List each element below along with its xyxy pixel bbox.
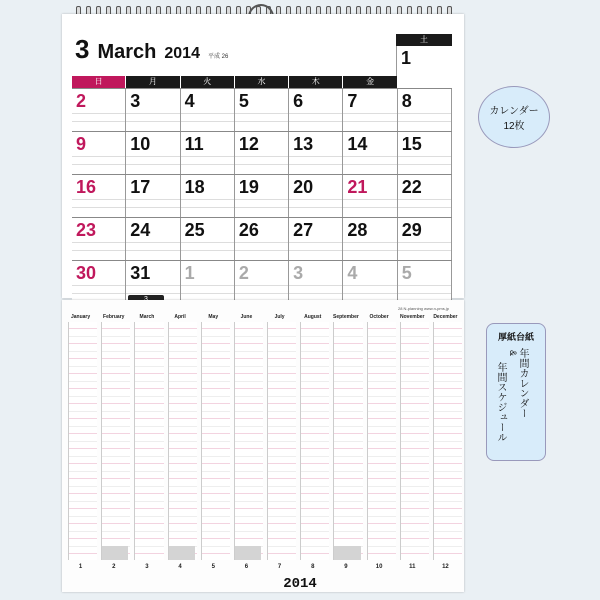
day-number: 20 [293,177,314,197]
day-cell [126,89,180,131]
calendar-count-badge [478,86,550,148]
day-cell [398,261,452,303]
day-cell [398,132,452,174]
day-number: 5 [238,91,249,111]
month-days [267,322,296,560]
month-days [201,322,230,560]
feature-badge [486,323,546,461]
month-number-label: 6 [244,564,249,570]
day-number: 27 [293,220,314,240]
era-label: 平成 26 [207,54,229,60]
day-number: 15 [401,134,422,154]
year-label: 2014 [164,45,200,62]
day-cell [181,89,235,131]
day-cell [181,175,235,217]
day-number: 17 [130,177,151,197]
day-number: 4 [184,91,195,111]
month-header [75,34,228,65]
day-number: 10 [130,134,151,154]
day-cell [289,89,343,131]
month-column [97,314,130,570]
day-cell [72,218,126,260]
weekday-header: 水 [235,76,289,88]
weekday-header: 日 [72,76,126,88]
day-cell [235,175,289,217]
day-number: 5 [401,263,412,283]
month-number: 3 [75,34,90,64]
feature-title: 厚紙台紙 [497,332,534,342]
day-number: 22 [401,177,422,197]
month-column [164,314,197,570]
day-number: 29 [401,220,422,240]
month-column [263,314,296,570]
unused-days [102,546,128,560]
month-label: October [369,314,389,320]
day-cell [72,261,126,303]
unused-days [169,546,195,560]
month-label: September [332,314,359,320]
day-cell [235,218,289,260]
year-title: 2014 [283,576,317,592]
month-days [234,322,263,560]
month-grid [72,76,452,303]
day-cell [398,89,452,131]
day-number: 3 [293,263,304,283]
unused-days [334,546,360,560]
month-number-label: 4 [178,564,182,570]
unused-days [235,546,261,560]
month-days [333,322,362,560]
month-label: November [400,314,425,320]
month-days [400,322,429,560]
month-name: March [97,41,157,63]
month-column [296,314,329,570]
day-number: 8 [401,91,412,111]
badge-line: カレンダー [489,106,539,117]
month-days [101,322,130,560]
day-number: 31 [130,263,151,283]
month-days [300,322,329,560]
day-cell [126,132,180,174]
day-number: 13 [293,134,314,154]
day-number: 7 [347,91,358,111]
day-cell [343,175,397,217]
day-number: 24 [130,220,151,240]
month-days [134,322,163,560]
day-cell [289,132,343,174]
weekday-header-saturday: 土 [396,34,452,46]
day-cell [396,46,453,76]
week-row [72,174,452,217]
day-number: 18 [184,177,205,197]
month-label: May [208,314,219,320]
day-cell [343,89,397,131]
weekday-header-row [72,76,452,88]
day-cell [72,132,126,174]
day-number: 19 [238,177,259,197]
month-number-label: 5 [211,564,215,570]
day-number: 14 [347,134,368,154]
day-number: 12 [238,134,259,154]
day-number: 11 [184,134,204,154]
day-cell [181,261,235,303]
day-cell [235,132,289,174]
month-number-label: 8 [311,564,315,570]
month-column [64,314,97,570]
day-cell [289,261,343,303]
month-number-label: 10 [375,564,383,570]
day-number: 4 [347,263,358,283]
publisher-note: 28 N-planning www.n-pms.jp [398,306,449,311]
day-number: 2 [238,263,249,283]
day-number: 28 [347,220,368,240]
month-days [68,322,97,560]
month-number-label: 7 [277,564,282,570]
month-days [168,322,197,560]
day-cell [398,175,452,217]
day-cell [235,261,289,303]
day-number: 1 [401,48,412,68]
month-number-label: 1 [78,564,83,570]
day-number: 30 [76,263,97,283]
month-number-label: 2 [112,564,116,570]
month-label: August [304,314,322,320]
month-label: December [433,314,458,320]
month-label: April [174,314,186,320]
month-days [367,322,396,560]
month-column [230,314,263,570]
month-column [396,314,429,570]
weekday-header: 月 [126,76,180,88]
day-cell [343,261,397,303]
month-label: February [103,314,125,320]
week-row [72,217,452,260]
month-column [363,314,396,570]
day-cell [343,218,397,260]
day-number: 2 [76,91,87,111]
month-number-label: 12 [442,564,449,570]
month-column [130,314,163,570]
weekday-header: 火 [181,76,235,88]
day-cell [72,175,126,217]
day-cell [72,89,126,131]
day-cell [126,218,180,260]
day-cell [181,132,235,174]
month-label: June [240,314,253,320]
badge-line: 12枚 [503,121,525,132]
month-number-label: 9 [344,564,348,570]
month-label: July [274,314,285,320]
day-cell [289,218,343,260]
month-column [197,314,230,570]
day-number: 21 [347,177,368,197]
month-column [429,314,462,570]
day-cell [398,218,452,260]
feature-text: 年間カレンダー [517,348,528,418]
month-label: January [70,314,91,320]
month-number-label: 3 [145,564,149,570]
month-label: March [139,314,155,320]
day-cell [235,89,289,131]
day-cell [343,132,397,174]
day-cell [181,218,235,260]
month-number-label: 11 [409,564,416,570]
week-row [72,88,452,131]
day-number: 16 [76,177,97,197]
day-number: 23 [76,220,97,240]
day-number: 25 [184,220,205,240]
week-row [72,131,452,174]
weekday-header: 金 [343,76,397,88]
month-column [329,314,362,570]
day-number: 1 [184,263,195,283]
day-number: 3 [130,91,141,111]
weekday-header: 木 [289,76,343,88]
month-days [433,322,462,560]
day-number: 6 [293,91,304,111]
day-number: 26 [238,220,259,240]
day-number: 9 [76,134,87,154]
day-cell [289,175,343,217]
day-cell [126,175,180,217]
feature-text: 年間スケジュール [495,362,506,442]
feature-amp: & [507,350,518,357]
year-schedule-grid [64,314,462,570]
